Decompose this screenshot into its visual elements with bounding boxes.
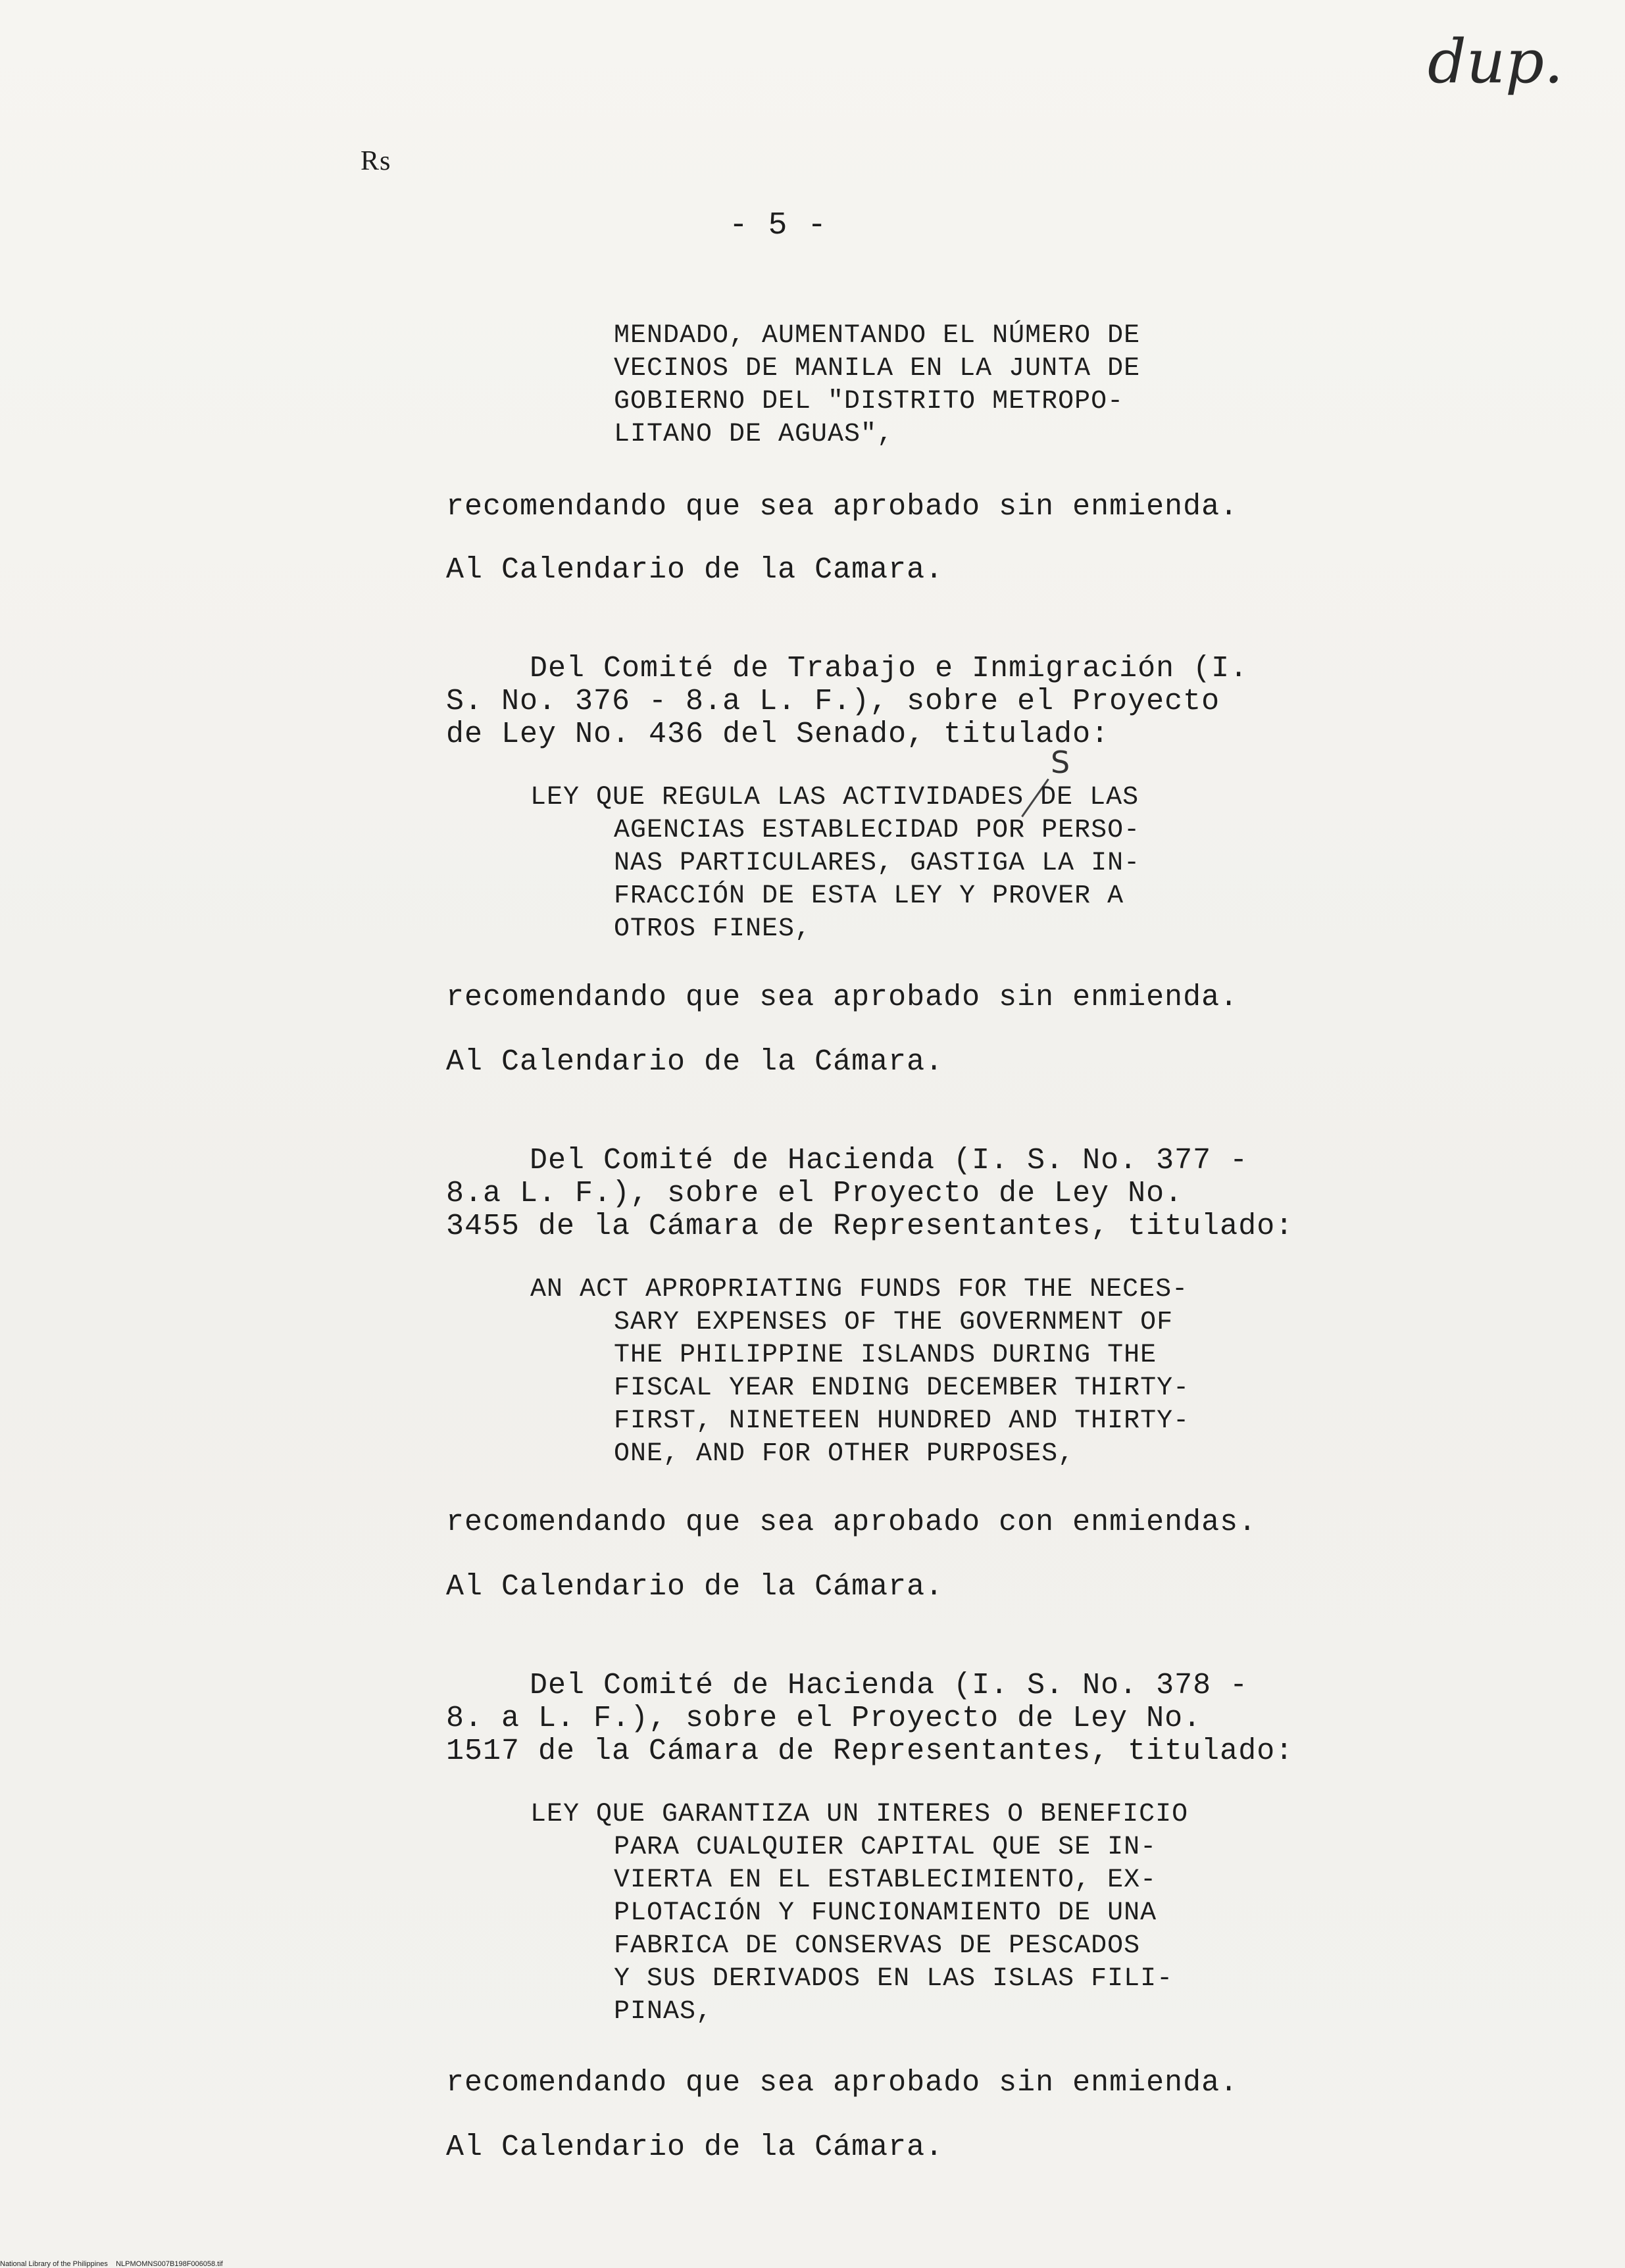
bill-title-line: NAS PARTICULARES, GASTIGA LA IN- [614,849,1141,878]
committee-intro-line: de Ley No. 436 del Senado, titulado: [446,718,1110,751]
recommendation: recomendando que sea aprobado sin enmienda. [446,2066,1239,2100]
bill-title-line: PLOTACIÓN Y FUNCIONAMIENTO DE UNA [614,1898,1157,1928]
bill-title-line: SARY EXPENSES OF THE GOVERNMENT OF [614,1308,1174,1337]
archive-footer: National Library of the Philippines NLPMOMNS007B198F006058.tif [0,2260,223,2268]
calendar-note: Al Calendario de la Cámara. [446,2131,944,2164]
bill-title-line: GOBIERNO DEL "DISTRITO METROPO- [614,387,1124,416]
calendar-note: Al Calendario de la Cámara. [446,1570,944,1604]
bill-title-line: AN ACT APROPRIATING FUNDS FOR THE NECES- [530,1275,1189,1304]
handwritten-annotation: dup. [1428,26,1564,97]
committee-intro-line: Del Comité de Hacienda (I. S. No. 378 - [530,1669,1249,1702]
bill-title-line: LITANO DE AGUAS", [614,420,894,449]
committee-intro-line: 3455 de la Cámara de Representantes, titulado: [446,1210,1294,1243]
committee-intro-line: 8.a L. F.), sobre el Proyecto de Ley No. [446,1177,1184,1210]
handwritten-correction: S [1051,745,1070,780]
recommendation: recomendando que sea aprobado con enmiendas. [446,1506,1257,1539]
bill-title-line: MENDADO, AUMENTANDO EL NÚMERO DE [614,321,1141,351]
calendar-note: Al Calendario de la Camara. [446,553,944,587]
bill-title-line: AGENCIAS ESTABLECIDAD POR PERSO- [614,816,1141,845]
typist-initials: Rs [361,146,391,176]
bill-title-line: LEY QUE REGULA LAS ACTIVIDADES DE LAS [530,783,1139,812]
committee-intro-line: 1517 de la Cámara de Representantes, titulado: [446,1735,1294,1768]
bill-title-line: FISCAL YEAR ENDING DECEMBER THIRTY- [614,1373,1190,1403]
page-number: - 5 - [729,208,828,243]
bill-title-line: Y SUS DERIVADOS EN LAS ISLAS FILI- [614,1964,1174,1994]
committee-intro-line: Del Comité de Trabajo e Inmigración (I. [530,652,1249,685]
bill-title-line: FIRST, NINETEEN HUNDRED AND THIRTY- [614,1406,1190,1436]
bill-title-line: PARA CUALQUIER CAPITAL QUE SE IN- [614,1833,1157,1862]
committee-intro-line: S. No. 376 - 8.a L. F.), sobre el Proyecto [446,685,1220,718]
bill-title-line: PINAS, [614,1997,713,2027]
calendar-note: Al Calendario de la Cámara. [446,1045,944,1079]
bill-title-line: THE PHILIPPINE ISLANDS DURING THE [614,1341,1157,1370]
recommendation: recomendando que sea aprobado sin enmienda. [446,490,1239,524]
committee-intro-line: Del Comité de Hacienda (I. S. No. 377 - [530,1144,1249,1177]
bill-title-line: OTROS FINES, [614,914,812,944]
bill-title-line: VECINOS DE MANILA EN LA JUNTA DE [614,354,1141,383]
bill-title-line: FABRICA DE CONSERVAS DE PESCADOS [614,1931,1141,1961]
bill-title-line: LEY QUE GARANTIZA UN INTERES O BENEFICIO [530,1800,1189,1829]
bill-title-line: FRACCIÓN DE ESTA LEY Y PROVER A [614,881,1124,911]
bill-title-line: ONE, AND FOR OTHER PURPOSES, [614,1439,1075,1469]
committee-intro-line: 8. a L. F.), sobre el Proyecto de Ley No. [446,1702,1202,1735]
bill-title-line: VIERTA EN EL ESTABLECIMIENTO, EX- [614,1865,1157,1895]
recommendation: recomendando que sea aprobado sin enmienda. [446,981,1239,1014]
